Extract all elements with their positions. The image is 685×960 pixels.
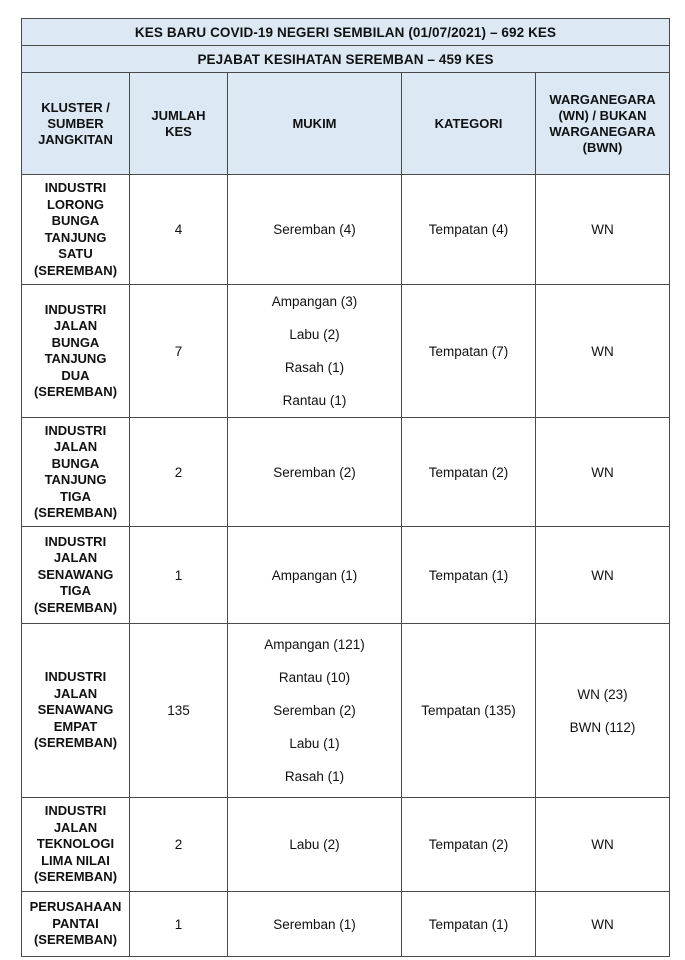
case-count-cell: 2 (130, 798, 228, 892)
mukim-entry: Ampangan (3) (271, 294, 358, 309)
citizenship-cell (536, 285, 670, 418)
case-count-cell: 4 (130, 175, 228, 285)
covid-case-table-document (21, 18, 669, 957)
citizenship-entry: WN (591, 343, 614, 359)
category-cell: Tempatan (135) (402, 624, 536, 798)
mukim-entry: Rasah (1) (284, 360, 345, 375)
category-cell: Tempatan (2) (402, 418, 536, 527)
cluster-cell (22, 624, 130, 798)
cluster-cell (22, 175, 130, 285)
citizenship-cell (536, 624, 670, 798)
mukim-entry: Rantau (10) (278, 670, 351, 685)
case-count-cell: 135 (130, 624, 228, 798)
header-cluster-text: KLUSTER / SUMBER JANGKITAN (38, 99, 113, 147)
cluster-name: INDUSTRI LORONG BUNGA TANJUNG SATU (SEREMBAN) (33, 180, 118, 278)
mukim-cell (228, 624, 402, 798)
table-row (22, 527, 670, 624)
mukim-entry: Labu (2) (289, 837, 340, 852)
citizenship-cell (536, 527, 670, 624)
cluster-name: INDUSTRI JALAN TEKNOLOGI LIMA NILAI (SEREMBAN) (33, 803, 118, 885)
citizenship-entry: BWN (112) (569, 719, 636, 735)
table-title: KES BARU COVID-19 NEGERI SEMBILAN (01/07/2021) – 692 KES (22, 19, 670, 46)
mukim-entry: Labu (1) (289, 736, 340, 751)
table-row (22, 798, 670, 892)
case-count-cell: 2 (130, 418, 228, 527)
table-row (22, 892, 670, 957)
table-subtitle: PEJABAT KESIHATAN SEREMBAN – 459 KES (22, 46, 670, 73)
cluster-name: INDUSTRI JALAN SENAWANG TIGA (SEREMBAN) (33, 533, 118, 615)
citizenship-cell (536, 418, 670, 527)
header-cases-text: JUMLAH KES (151, 107, 206, 139)
mukim-entry: Rantau (1) (282, 393, 347, 408)
mukim-cell (228, 798, 402, 892)
cluster-name: INDUSTRI JALAN BUNGA TANJUNG DUA (SEREMBAN) (33, 301, 118, 399)
mukim-entry: Seremban (4) (273, 222, 356, 237)
cluster-name: PERUSAHAAN PANTAI (SEREMBAN) (29, 899, 122, 948)
citizenship-entry: WN (591, 222, 614, 237)
cluster-name: INDUSTRI JALAN BUNGA TANJUNG TIGA (SEREMBAN) (33, 422, 118, 520)
citizenship-entry: WN (591, 567, 614, 583)
mukim-entry: Seremban (2) (273, 464, 356, 480)
header-mukim: MUKIM (228, 73, 402, 175)
table-row (22, 285, 670, 418)
table-row (22, 175, 670, 285)
cluster-cell (22, 285, 130, 418)
citizenship-cell (536, 798, 670, 892)
mukim-entry: Rasah (1) (284, 769, 345, 784)
category-cell: Tempatan (1) (402, 892, 536, 957)
cluster-cell (22, 418, 130, 527)
header-citizenship-text: WARGANEGARA (WN) / BUKAN WARGANEGARA (BWN) (549, 91, 656, 155)
category-cell: Tempatan (2) (402, 798, 536, 892)
case-count-cell: 1 (130, 892, 228, 957)
cluster-name: INDUSTRI JALAN SENAWANG EMPAT (SEREMBAN) (33, 669, 118, 751)
mukim-cell (228, 285, 402, 418)
header-citizenship (536, 73, 670, 175)
cluster-cell (22, 892, 130, 957)
cluster-cell (22, 527, 130, 624)
mukim-entry: Ampangan (1) (271, 567, 358, 583)
table-row (22, 418, 670, 527)
mukim-entry: Labu (2) (289, 327, 340, 342)
cluster-cell (22, 798, 130, 892)
mukim-cell (228, 175, 402, 285)
case-count-cell: 7 (130, 285, 228, 418)
citizenship-cell (536, 175, 670, 285)
table-body (22, 175, 670, 957)
case-count-cell: 1 (130, 527, 228, 624)
citizenship-entry: WN (591, 464, 614, 480)
mukim-cell (228, 527, 402, 624)
cluster-case-table (21, 18, 670, 957)
mukim-cell (228, 418, 402, 527)
mukim-entry: Ampangan (121) (264, 637, 365, 652)
header-cases (130, 73, 228, 175)
citizenship-entry: WN (591, 916, 614, 932)
table-row (22, 624, 670, 798)
citizenship-entry: WN (23) (577, 686, 628, 702)
category-cell: Tempatan (1) (402, 527, 536, 624)
category-cell: Tempatan (4) (402, 175, 536, 285)
mukim-cell (228, 892, 402, 957)
citizenship-entry: WN (591, 837, 614, 852)
mukim-entry: Seremban (2) (273, 703, 356, 718)
citizenship-cell (536, 892, 670, 957)
header-category: KATEGORI (402, 73, 536, 175)
header-cluster (22, 73, 130, 175)
mukim-entry: Seremban (1) (273, 916, 356, 932)
category-cell: Tempatan (7) (402, 285, 536, 418)
